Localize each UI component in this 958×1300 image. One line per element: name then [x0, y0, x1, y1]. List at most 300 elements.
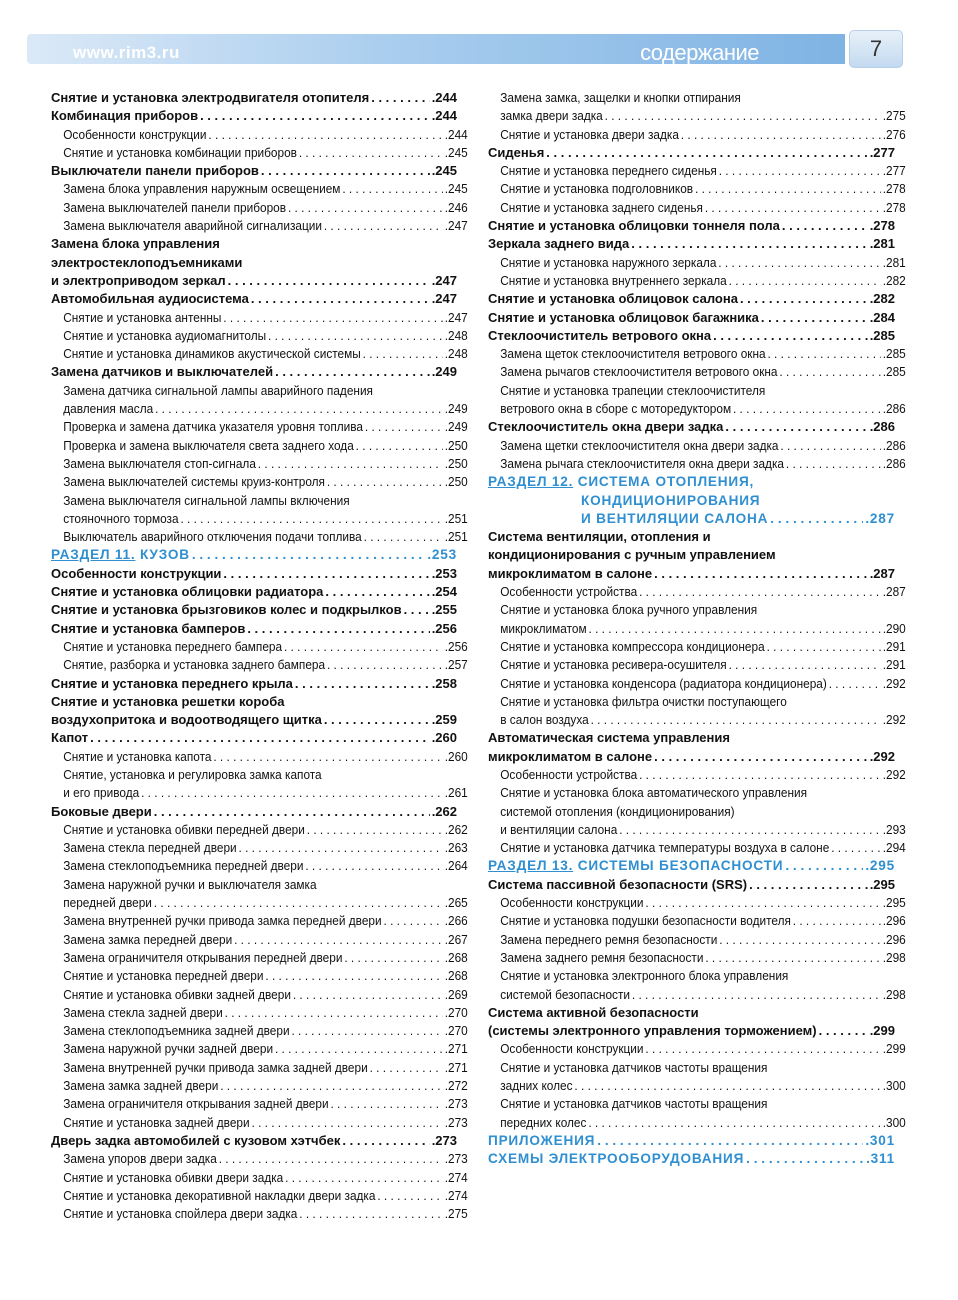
- toc-entry-page: .295: [869, 876, 895, 892]
- toc-entry-page: .300: [882, 1115, 906, 1130]
- toc-entry-page: .282: [869, 291, 895, 307]
- leader-dots: [574, 1077, 880, 1095]
- toc-entry[interactable]: [51, 382, 468, 400]
- toc-entry-page: .273: [444, 1152, 468, 1167]
- toc-entry-title: Система активной безопасности: [488, 1004, 699, 1020]
- toc-entry[interactable]: [488, 894, 906, 912]
- section-title: содержание: [640, 40, 759, 65]
- toc-entry[interactable]: [488, 931, 906, 949]
- leader-dots: [631, 235, 867, 253]
- leader-dots: [770, 510, 863, 528]
- toc-entry[interactable]: [51, 126, 468, 144]
- toc-entry[interactable]: [51, 1077, 468, 1095]
- toc-entry-title: ветрового окна в сборе с моторедуктором: [500, 402, 732, 417]
- toc-entry-page: .253: [431, 565, 457, 581]
- toc-entry-page: .286: [869, 419, 895, 435]
- toc-entry-title: давления масла: [63, 402, 154, 417]
- leader-dots: [155, 400, 443, 418]
- toc-entry[interactable]: [488, 711, 906, 729]
- toc-entry[interactable]: [488, 400, 906, 418]
- toc-entry[interactable]: [51, 912, 468, 930]
- leader-dots: [785, 857, 863, 875]
- toc-entry[interactable]: [488, 290, 895, 308]
- toc-entry[interactable]: [51, 638, 468, 656]
- toc-entry[interactable]: [488, 546, 895, 564]
- toc-entry-page: .281: [882, 255, 906, 270]
- toc-entry[interactable]: [51, 217, 468, 235]
- toc-entry-title: Снятие и установка ресивера-осушителя: [500, 658, 727, 673]
- toc-entry[interactable]: [488, 1059, 906, 1077]
- leader-dots: [364, 528, 443, 546]
- toc-entry[interactable]: [488, 803, 906, 821]
- toc-entry[interactable]: [488, 107, 906, 125]
- toc-entry[interactable]: [488, 455, 906, 473]
- toc-entry-title: Система вентиляции, отопления и: [488, 529, 711, 545]
- toc-entry-page: .273: [444, 1115, 468, 1130]
- toc-entry-title: Снятие и установка облицовок багажника: [488, 309, 759, 325]
- toc-entry[interactable]: [51, 876, 468, 894]
- toc-entry[interactable]: [51, 327, 468, 345]
- toc-entry-title: (системы электронного управления торможением): [488, 1023, 817, 1039]
- toc-entry-page: .251: [444, 511, 468, 526]
- toc-entry[interactable]: [51, 949, 468, 967]
- toc-entry-page: .262: [431, 803, 457, 819]
- toc-entry[interactable]: [51, 345, 468, 363]
- toc-entry[interactable]: [51, 290, 457, 308]
- leader-dots: [705, 199, 881, 217]
- toc-entry-title: Снятие и установка решетки короба: [51, 693, 285, 709]
- toc-entry-title: Замена рычагов стеклоочистителя ветрового окна: [500, 365, 778, 380]
- toc-entry-title: задних колес: [500, 1079, 573, 1094]
- toc-entry-title: и его привода: [63, 786, 140, 801]
- toc-entry-page: .311: [866, 1151, 895, 1167]
- toc-entry[interactable]: [488, 418, 895, 436]
- toc-entry-title: Замена выключателей панели приборов: [63, 200, 287, 215]
- toc-entry-title: Автомобильная аудиосистема: [51, 291, 249, 307]
- toc-entry[interactable]: [51, 235, 457, 253]
- toc-entry[interactable]: [51, 601, 457, 619]
- toc-entry-page: .295: [882, 896, 906, 911]
- leader-dots: [356, 437, 443, 455]
- toc-entry[interactable]: [51, 1022, 468, 1040]
- leader-dots: [370, 1059, 443, 1077]
- toc-entry[interactable]: [51, 1187, 468, 1205]
- toc-entry[interactable]: [488, 345, 906, 363]
- toc-entry[interactable]: [51, 986, 468, 1004]
- toc-entry-page: .281: [869, 236, 895, 252]
- toc-entry[interactable]: [488, 1077, 906, 1095]
- leader-dots: [365, 418, 443, 436]
- toc-entry-title: Снятие и установка электродвигателя отопителя: [51, 90, 370, 105]
- toc-entry-title: Снятие и установка фильтра очистки поступающего: [500, 694, 787, 709]
- leader-dots: [719, 162, 881, 180]
- toc-entry[interactable]: [488, 876, 895, 894]
- toc-column-left: [51, 89, 468, 1223]
- toc-entry[interactable]: [51, 144, 468, 162]
- leader-dots: [295, 675, 430, 693]
- toc-entry-page: .260: [431, 730, 457, 746]
- leader-dots: [713, 327, 868, 345]
- toc-entry-title: Снятие и установка датчика температуры воздуха в салоне: [500, 841, 830, 856]
- leader-dots: [654, 565, 868, 583]
- leader-dots: [265, 967, 442, 985]
- toc-entry[interactable]: [488, 180, 906, 198]
- toc-entry[interactable]: [51, 162, 457, 180]
- toc-entry-page: .298: [882, 987, 906, 1002]
- leader-dots: [324, 711, 430, 729]
- toc-entry-title: Особенности конструкции: [500, 896, 644, 911]
- leader-dots: [377, 1187, 442, 1205]
- toc-entry[interactable]: [488, 1004, 895, 1022]
- leader-dots: [793, 912, 881, 930]
- toc-entry[interactable]: [51, 711, 457, 729]
- toc-entry[interactable]: [488, 1095, 906, 1113]
- toc-entry[interactable]: [488, 748, 895, 766]
- toc-entry[interactable]: [51, 400, 468, 418]
- toc-entry[interactable]: [488, 473, 895, 491]
- toc-entry-title: Замена стеклоподъемника задней двери: [63, 1024, 290, 1039]
- toc-entry[interactable]: [488, 784, 906, 802]
- toc-entry-title: Снятие и установка задней двери: [63, 1115, 250, 1130]
- leader-dots: [324, 217, 443, 235]
- toc-entry-title: Снятие и установка наружного зеркала: [500, 255, 717, 270]
- toc-entry[interactable]: [51, 437, 468, 455]
- toc-entry[interactable]: [51, 894, 468, 912]
- toc-entry[interactable]: [51, 107, 457, 125]
- toc-entry[interactable]: [51, 546, 457, 564]
- toc-entry-page: .260: [444, 749, 468, 764]
- toc-entry-title: Замена стекла задней двери: [63, 1005, 223, 1020]
- toc-entry[interactable]: [488, 254, 906, 272]
- toc-entry-page: .247: [444, 310, 468, 325]
- toc-entry[interactable]: [51, 309, 468, 327]
- toc-entry-page: .296: [882, 914, 906, 929]
- toc-entry[interactable]: [51, 1150, 468, 1168]
- toc-entry[interactable]: [51, 1040, 468, 1058]
- toc-entry-title: Замена внутренней ручки привода замка передней двери: [63, 914, 382, 929]
- toc-entry[interactable]: [488, 272, 906, 290]
- toc-entry[interactable]: [488, 144, 895, 162]
- toc-entry[interactable]: [51, 857, 468, 875]
- toc-entry[interactable]: [488, 620, 906, 638]
- toc-entry-title: Снятие и установка переднего бампера: [63, 639, 283, 654]
- toc-entry-title: Снятие и установка динамиков акустической системы: [63, 347, 361, 362]
- leader-dots: [786, 455, 881, 473]
- leader-dots: [342, 180, 442, 198]
- toc-entry[interactable]: [488, 729, 895, 747]
- toc-entry[interactable]: [488, 601, 906, 619]
- toc-entry-page: .244: [431, 108, 457, 124]
- leader-dots: [251, 1114, 442, 1132]
- toc-entry-title: Снятие и установка бамперов: [51, 620, 246, 636]
- toc-entry[interactable]: [51, 766, 468, 784]
- toc-entry-title: СХЕМЫ ЭЛЕКТРООБОРУДОВАНИЯ: [488, 1151, 745, 1167]
- toc-entry-title: Снятие и установка конденсора (радиатора кондиционера): [500, 676, 827, 691]
- toc-entry[interactable]: [488, 583, 906, 601]
- leader-dots: [619, 821, 881, 839]
- toc-entry-title: замка двери задка: [500, 109, 603, 124]
- toc-entry-page: .255: [431, 602, 457, 618]
- toc-entry-title: Стеклоочиститель ветрового окна: [488, 327, 712, 343]
- leader-dots: [293, 986, 443, 1004]
- toc-entry[interactable]: [51, 784, 468, 802]
- toc-entry-page: .246: [444, 200, 468, 215]
- toc-entry-page: .271: [444, 1042, 468, 1057]
- toc-entry-page: .256: [431, 620, 457, 636]
- toc-entry-page: .261: [444, 786, 468, 801]
- toc-entry-page: .267: [444, 932, 468, 947]
- leader-dots: [285, 1169, 443, 1187]
- toc-entry-page: .244: [444, 127, 468, 142]
- toc-entry-title: Снятие, установка и регулировка замка капота: [63, 767, 322, 782]
- toc-entry[interactable]: [488, 857, 895, 875]
- toc-entry-title: Боковые двери: [51, 803, 152, 819]
- toc-entry-title: Комбинация приборов: [51, 108, 199, 124]
- toc-entry-title: Замена выключателя стоп-сигнала: [63, 456, 256, 471]
- leader-dots: [275, 1040, 443, 1058]
- toc-entry-title: Снятие и установка обивки передней двери: [63, 822, 305, 837]
- toc-entry-title: Стеклоочиститель окна двери задка: [488, 419, 724, 435]
- toc-entry[interactable]: [488, 199, 906, 217]
- toc-entry[interactable]: [51, 675, 457, 693]
- toc-entry[interactable]: [51, 729, 457, 747]
- toc-entry[interactable]: [51, 1132, 457, 1150]
- toc-entry[interactable]: [51, 510, 468, 528]
- leader-dots: [746, 1150, 864, 1168]
- toc-entry-title: РАЗДЕЛ 12. СИСТЕМА ОТОПЛЕНИЯ,: [488, 474, 755, 490]
- toc-entry[interactable]: [488, 126, 906, 144]
- toc-entry-page: .250: [444, 475, 468, 490]
- toc-entry-page: .277: [882, 164, 906, 179]
- toc-entry-title: Замена щетки стеклоочистителя окна двери задка: [500, 438, 779, 453]
- toc-entry[interactable]: [51, 180, 468, 198]
- toc-entry[interactable]: [51, 620, 457, 638]
- toc-entry[interactable]: [488, 528, 895, 546]
- toc-entry-title: Снятие и установка облицовки тоннеля пола: [488, 218, 780, 234]
- toc-entry[interactable]: [488, 638, 906, 656]
- leader-dots: [767, 638, 881, 656]
- leader-dots: [200, 107, 430, 125]
- toc-entry-title: и электроприводом зеркал: [51, 272, 226, 288]
- toc-entry-title: микроклиматом: [500, 621, 587, 636]
- toc-entry[interactable]: [51, 1059, 468, 1077]
- toc-entry[interactable]: [488, 766, 906, 784]
- site-url[interactable]: www.rim3.ru: [73, 43, 180, 62]
- toc-entry[interactable]: [51, 565, 457, 583]
- leader-dots: [219, 1150, 443, 1168]
- leader-dots: [383, 912, 442, 930]
- toc-entry-page: .247: [431, 291, 457, 307]
- toc-entry[interactable]: [51, 528, 468, 546]
- leader-dots: [632, 986, 881, 1004]
- toc-entry[interactable]: [488, 309, 895, 327]
- toc-entry[interactable]: [488, 565, 895, 583]
- toc-entry[interactable]: [488, 675, 906, 693]
- toc-entry-title: Снятие и установка внутреннего зеркала: [500, 273, 727, 288]
- toc-entry[interactable]: [51, 199, 468, 217]
- toc-entry-page: .300: [882, 1079, 906, 1094]
- leader-dots: [729, 272, 881, 290]
- leader-dots: [325, 583, 429, 601]
- toc-entry[interactable]: [51, 839, 468, 857]
- toc-entry-title: Снятие и установка аудиомагнитолы: [63, 328, 267, 343]
- toc-entry[interactable]: [488, 1150, 895, 1168]
- toc-entry-page: .287: [865, 510, 895, 526]
- toc-entry-page: .291: [882, 658, 906, 673]
- toc-entry-title: микроклиматом в салоне: [488, 748, 653, 764]
- toc-entry[interactable]: [488, 1114, 906, 1132]
- toc-entry-title: КОНДИЦИОНИРОВАНИЯ: [581, 492, 761, 508]
- leader-dots: [299, 144, 443, 162]
- leader-dots: [705, 949, 880, 967]
- leader-dots: [327, 656, 443, 674]
- toc-entry[interactable]: [488, 949, 906, 967]
- toc-entry-page: .284: [869, 309, 895, 325]
- toc-entry[interactable]: [51, 1095, 468, 1113]
- leader-dots: [639, 583, 881, 601]
- leader-dots: [645, 894, 880, 912]
- toc-entry[interactable]: [51, 693, 457, 711]
- toc-entry-page: .277: [869, 144, 895, 160]
- leader-dots: [305, 857, 442, 875]
- toc-entry[interactable]: [51, 492, 468, 510]
- toc-entry-page: .271: [444, 1060, 468, 1075]
- toc-entry-title: И ВЕНТИЛЯЦИИ САЛОНА: [581, 510, 769, 526]
- toc-entry-title: системой безопасности: [500, 987, 631, 1002]
- toc-entry[interactable]: [488, 162, 906, 180]
- toc-entry[interactable]: [488, 821, 906, 839]
- toc-entry[interactable]: [488, 217, 895, 235]
- leader-dots: [591, 711, 881, 729]
- toc-entry[interactable]: [51, 418, 468, 436]
- toc-entry-page: .292: [882, 767, 906, 782]
- toc-entry[interactable]: [51, 748, 468, 766]
- leader-dots: [782, 217, 868, 235]
- toc-entry-page: .285: [869, 327, 895, 343]
- toc-entry-title: Замена выключателя сигнальной лампы включения: [63, 493, 350, 508]
- toc-entry[interactable]: [488, 89, 906, 107]
- toc-entry-title: Снятие и установка электронного блока управления: [500, 969, 789, 984]
- toc-entry[interactable]: [488, 693, 906, 711]
- toc-entry-title: Зеркала заднего вида: [488, 236, 630, 252]
- toc-entry[interactable]: [488, 1040, 906, 1058]
- toc-entry-page: .291: [882, 639, 906, 654]
- leader-dots: [733, 400, 881, 418]
- toc-entry-page: .268: [444, 969, 468, 984]
- toc-entry-title: Снятие и установка переднего крыла: [51, 675, 293, 691]
- leader-dots: [258, 455, 443, 473]
- toc-entry[interactable]: [51, 1114, 468, 1132]
- toc-entry[interactable]: [488, 839, 906, 857]
- toc-entry-page: .287: [869, 565, 895, 581]
- toc-entry-page: .298: [882, 950, 906, 965]
- leader-dots: [228, 272, 430, 290]
- leader-dots: [719, 931, 881, 949]
- toc-entry-title: Снятие и установка датчиков частоты вращения: [500, 1060, 768, 1075]
- toc-entry[interactable]: [51, 931, 468, 949]
- toc-entry-title: Замена блока управления наружным освещением: [63, 182, 341, 197]
- toc-entry[interactable]: [488, 492, 895, 510]
- leader-dots: [247, 620, 429, 638]
- toc-entry-title: системой отопления (кондиционирования): [500, 804, 735, 819]
- toc-entry[interactable]: [51, 89, 457, 107]
- toc-entry[interactable]: [488, 986, 906, 1004]
- toc-entry[interactable]: [488, 656, 906, 674]
- toc-entry[interactable]: [51, 473, 468, 491]
- toc-entry[interactable]: [51, 1205, 468, 1223]
- toc-entry[interactable]: [51, 1169, 468, 1187]
- toc-entry-title: РАЗДЕЛ 13. СИСТЕМЫ БЕЗОПАСНОСТИ: [488, 858, 784, 874]
- toc-entry-title: Замена рычага стеклоочистителя окна двери задка: [500, 456, 784, 471]
- leader-dots: [831, 839, 881, 857]
- toc-entry[interactable]: [488, 235, 895, 253]
- toc-entry-title: Снятие и установка трапеции стеклоочистителя: [500, 383, 766, 398]
- toc-entry[interactable]: [51, 254, 457, 272]
- page-number: 7: [849, 30, 903, 68]
- leader-dots: [251, 290, 430, 308]
- toc-entry-title: Замена ограничителя открывания передней двери: [63, 950, 343, 965]
- toc-entry[interactable]: [488, 967, 906, 985]
- toc-entry[interactable]: [488, 382, 906, 400]
- toc-entry-page: .264: [444, 859, 468, 874]
- leader-dots: [645, 1040, 880, 1058]
- toc-entry-page: .273: [431, 1132, 457, 1148]
- toc-entry-page: .285: [882, 365, 906, 380]
- toc-entry[interactable]: [488, 1022, 895, 1040]
- leader-dots: [192, 546, 426, 564]
- toc-entry[interactable]: [51, 803, 457, 821]
- toc-entry-title: РАЗДЕЛ 11. КУЗОВ: [51, 547, 190, 563]
- leader-dots: [154, 803, 430, 821]
- toc-entry-title: Выключатель аварийного отключения подачи топлива: [63, 530, 362, 545]
- toc-entry[interactable]: [51, 272, 457, 290]
- leader-dots: [605, 107, 881, 125]
- page-header: [27, 30, 903, 68]
- toc-entry-page: .286: [882, 402, 906, 417]
- toc-entry[interactable]: [488, 912, 906, 930]
- leader-dots: [597, 1132, 863, 1150]
- toc-entry-page: .292: [869, 748, 895, 764]
- toc-entry-page: .282: [882, 273, 906, 288]
- toc-entry[interactable]: [51, 821, 468, 839]
- toc-entry-page: .253: [427, 547, 457, 563]
- toc-entry-title: Замена заднего ремня безопасности: [500, 950, 704, 965]
- toc-entry[interactable]: [51, 363, 457, 381]
- toc-entry[interactable]: [488, 327, 895, 345]
- leader-dots: [546, 144, 867, 162]
- toc-entry-title: Снятие и установка датчиков частоты вращения: [500, 1097, 768, 1112]
- toc-entry[interactable]: [51, 656, 468, 674]
- toc-entry[interactable]: [51, 583, 457, 601]
- leader-dots: [639, 766, 881, 784]
- toc-entry-page: .259: [431, 712, 457, 728]
- toc-entry[interactable]: [488, 363, 906, 381]
- toc-entry-title: Дверь задка автомобилей с кузовом хэтчбек: [51, 1132, 341, 1148]
- toc-entry[interactable]: [51, 1004, 468, 1022]
- toc-entry-page: .299: [869, 1023, 895, 1039]
- toc-entry[interactable]: [488, 1132, 895, 1150]
- toc-entry-page: .245: [431, 163, 457, 179]
- toc-entry[interactable]: [488, 437, 906, 455]
- toc-entry[interactable]: [51, 455, 468, 473]
- toc-entry[interactable]: [488, 510, 895, 528]
- leader-dots: [740, 290, 868, 308]
- toc-entry[interactable]: [51, 967, 468, 985]
- toc-entry-page: .251: [444, 530, 468, 545]
- toc-entry-title: Замена блока управления: [51, 236, 220, 252]
- toc-entry-page: .244: [431, 90, 457, 105]
- leader-dots: [223, 309, 443, 327]
